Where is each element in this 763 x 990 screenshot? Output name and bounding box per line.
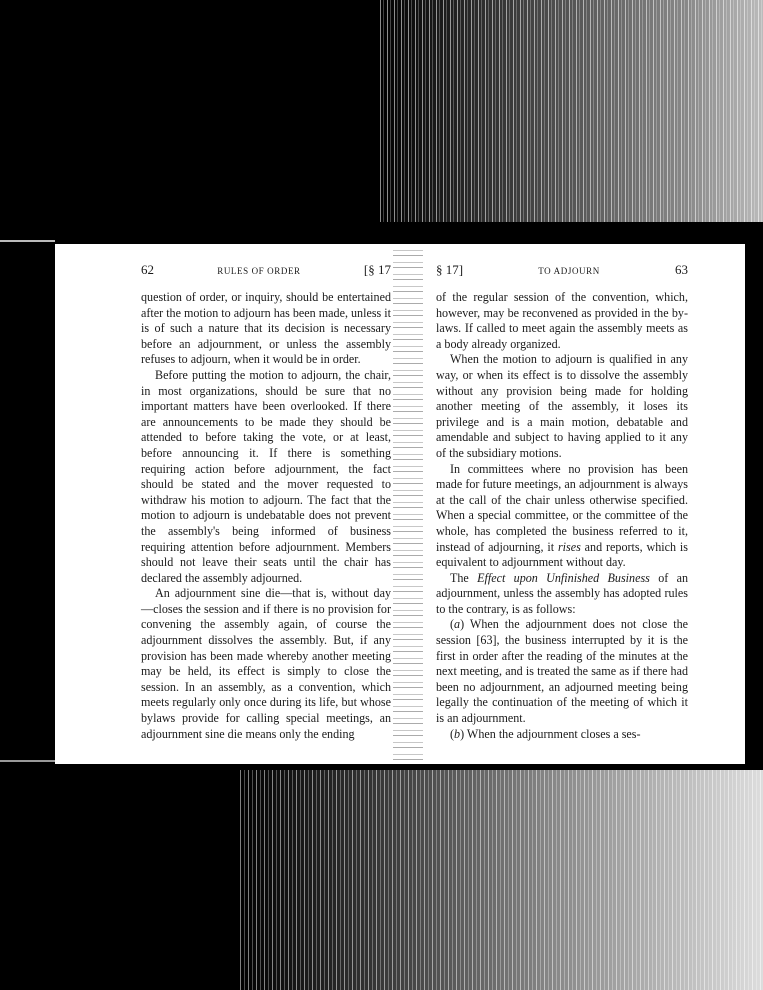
text-run: When the adjournment closes a ses- xyxy=(464,726,641,741)
paragraph xyxy=(436,571,688,618)
text-run: of an adjournment, unless the assembly has adopted rules to the contrary, is as follows: xyxy=(436,570,688,616)
section-mark: § 17] xyxy=(436,262,464,277)
running-title: TO ADJOURN xyxy=(538,266,600,276)
paragraph: of the regular session of the convention, which, however, may be reconvened as provided in the by-laws. If called to meet again the assembly meets as a body already organized. xyxy=(436,290,688,351)
left-page xyxy=(141,262,391,742)
text-run: and reports, which is equivalent to adjournment without day. xyxy=(436,539,688,570)
scan-edge-line xyxy=(0,240,55,242)
right-page xyxy=(436,262,688,742)
text-run: When the adjournment does not close the session [63], the business interrupted by it is the first in order after the reading of the minutes at the next meeting, and is treated the same as if there had been no adjournment, an adjourned meeting being legally the continuation of the meeting of which it is an adjournment. xyxy=(436,617,688,726)
italic-heading: Effect upon Unfinished Business xyxy=(477,570,650,585)
paragraph xyxy=(436,462,688,571)
section-mark: [§ 17 xyxy=(363,262,391,277)
paragraph: (b) When the adjournment closes a ses- xyxy=(450,726,641,741)
page-number: 62 xyxy=(141,262,154,277)
scan-edge-line xyxy=(0,760,55,762)
right-page-header xyxy=(436,262,688,278)
running-title: RULES OF ORDER xyxy=(217,266,301,276)
paragraph: Before putting the motion to adjourn, the chair, in most organizations, should be sure that no important matters have been overlooked. If there are announcements to be made they should be attended to before taking the vote, or at least, before announcing it. If there is something requiring action before adjournment, the fact should be stated and the mover requested to withdraw his motion to adjourn. The fact that the motion to adjourn is undebatable does not prevent the assembly's being informed of business requiring attention before adjournment. Members should not leave their seats until the chair has declared the assembly adjourned. xyxy=(141,367,391,585)
text-run: The xyxy=(450,570,478,585)
paragraph: (a) When the adjournment does not close the session [63], the business interrupted by it is the first in order after the reading of the minutes at the next meeting, and is treated the same as if there had been no adjournment, an adjourned meeting being legally the continuation of the meeting of which it is an adjournment. xyxy=(436,617,688,726)
book-gutter xyxy=(393,244,423,764)
left-page-header xyxy=(141,262,391,278)
scan-noise-bottom xyxy=(240,770,763,990)
paragraph: question of order, or inquiry, should be entertained after the motion to adjourn has been made, unless it is of such a nature that its decision is necessary before an adjournment, or unless the assembly refuses to adjourn, when it would be in order. xyxy=(141,290,391,367)
item-label: a xyxy=(454,617,461,632)
page-number: 63 xyxy=(675,262,688,277)
paragraph: An adjournment sine die—that is, without day—closes the session and if there is no provision for convening the assembly again, of course the adjournment dissolves the assembly. But, if any provision has been made whereby another meeting may be held, its effect is simply to close the session. In an assembly, as a convention, which meets regularly only once during its life, but whose bylaws provide for calling special meetings, an adjournment sine die means only the ending xyxy=(141,586,391,741)
italic-term: rises xyxy=(557,539,581,554)
text-run: In committees where no provision has been made for future meetings, an adjournment is always at the call of the chair unless otherwise specified. When a special committee, or the committee of the whole, has completed the business referred to it, instead of adjourning, it xyxy=(436,461,688,554)
paragraph: When the motion to adjourn is qualified in any way, or when its effect is to dissolve the assembly without any provision being made for holding another meeting of the assembly, it loses its privilege and is a main motion, debatable and amendable and subject to having applied to it any of the subsidiary motions. xyxy=(436,352,688,460)
scan-noise-top xyxy=(380,0,763,222)
item-label: b xyxy=(454,726,461,741)
